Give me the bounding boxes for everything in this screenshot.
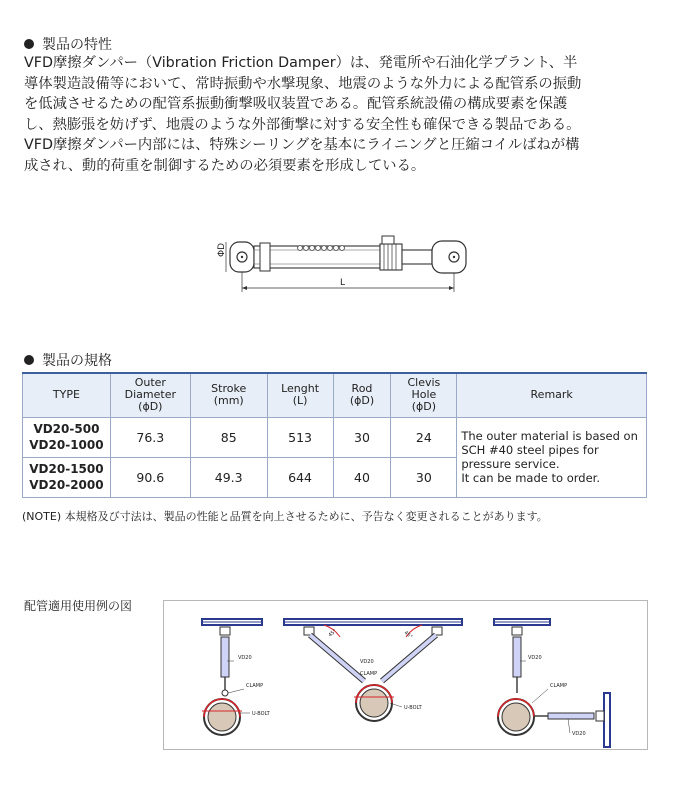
table-header-row [23,373,647,417]
label-vd20: VD20 [238,655,252,661]
section-heading-characteristics [24,34,112,54]
label-vd20: VD20 [572,731,586,737]
cell-type: VD20-1500 VD20-2000 [23,457,111,497]
cell-stroke: 49.3 [190,457,267,497]
example-vertical [202,619,271,735]
header-rod: Rod (ɸD) [333,373,391,417]
damper-drawing [190,228,490,298]
cell-type: VD20-500 VD20-1000 [23,417,111,457]
cell-outer: 76.3 [110,417,190,457]
usage-figure [163,600,648,750]
label-ubolt: U-BOLT [404,705,422,711]
section-heading-spec [24,350,112,370]
cell-stroke: 85 [190,417,267,457]
label-vd20: VD20 [528,655,542,661]
section-title: 製品の特性 [42,37,112,53]
header-clevis-hole: Clevis Hole (ɸD) [391,373,457,417]
intro-line: VFD摩擦ダンパー内部には、特殊シーリングを基本にライニングと圧縮コイルばねが構 [24,137,580,153]
intro-line: VFD摩擦ダンパー（Vibration Friction Damper）は、発電所や石油化学プラント、半 [24,55,578,71]
cell-length: 644 [267,457,333,497]
example-combined [494,619,610,747]
label-clamp: CLAMP [360,671,378,677]
label-clamp: CLAMP [246,683,264,689]
cell-outer: 90.6 [110,457,190,497]
section-title: 製品の規格 [42,353,112,369]
intro-line: を低減させるための配管系振動衝撃吸収装置である。配管系統設備の構成要素を保護 [24,96,568,112]
cell-rod: 40 [333,457,391,497]
header-stroke: Stroke (mm) [190,373,267,417]
label-ubolt: U-BOLT [252,711,270,717]
usage-diagram [164,601,649,751]
spec-table [22,372,647,498]
header-type: TYPE [23,373,111,417]
intro-line: 成され、動的荷重を制御するための必須要素を形成している。 [24,157,426,174]
table-note: (NOTE) 本規格及び寸法は、製品の性能と品質を向上させるために、予告なく変更されることがあります。 [22,510,548,523]
header-remark: Remark [457,373,647,417]
cell-rod: 30 [333,417,391,457]
header-length: Lenght (L) [267,373,333,417]
label-clamp: CLAMP [550,683,568,689]
table-row [23,417,647,457]
bullet-icon [24,39,34,49]
bullet-icon [24,355,34,365]
cell-clevis: 30 [391,457,457,497]
figure-title: 配管適用使用例の図 [24,599,133,613]
label-vd20: VD20 [360,659,374,665]
cell-length: 513 [267,417,333,457]
length-label: L [340,278,346,288]
intro-line: 導体製造設備等において、常時振動や水撃現象、地震のような外力による配管系の振動 [24,75,582,92]
header-outer-diameter: Outer Diameter (ɸD) [110,373,190,417]
example-v-shape [284,619,462,721]
intro-line: し、熱膨張を妨げず、地震のような外部衝撃に対する安全性も確保できる製品である。 [24,116,581,133]
cell-clevis: 24 [391,417,457,457]
diameter-label: ΦD [217,242,227,257]
label-angle: 45° [402,629,414,641]
label-angle: 45° [327,628,339,639]
cell-remark: The outer material is based on SCH #40 steel pipes for pressure service. It can be made to order. [457,417,647,497]
intro-paragraph [24,53,664,176]
